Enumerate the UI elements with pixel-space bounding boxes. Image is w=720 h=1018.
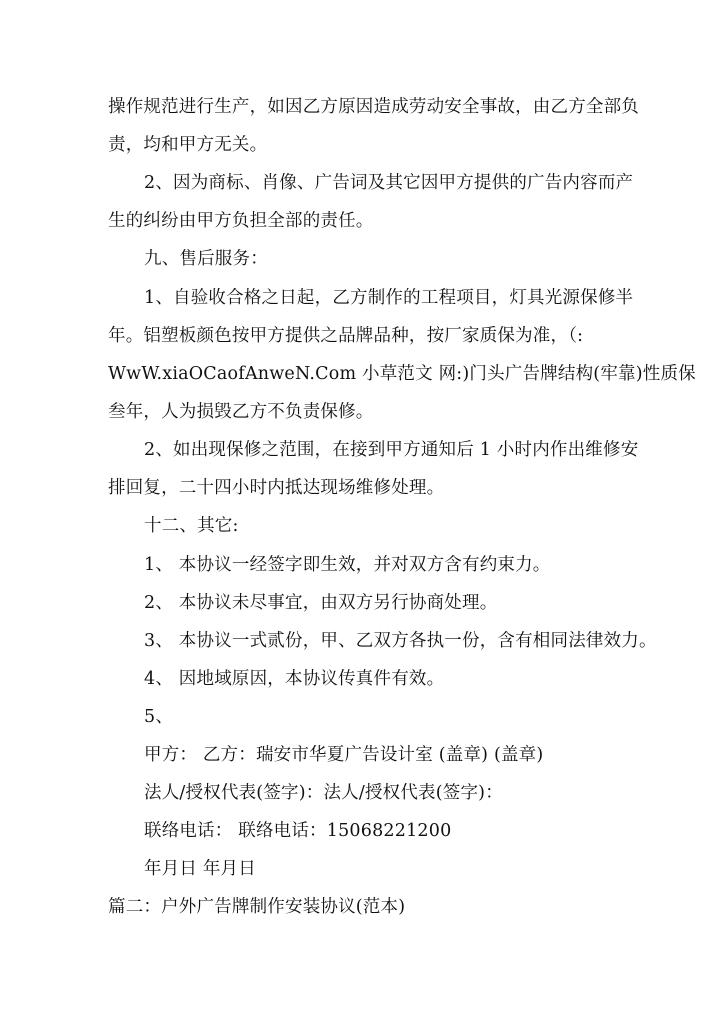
other-clause-5: 5、: [144, 707, 174, 727]
signature-parties: 甲方： 乙方：瑞安市华夏广告设计室 (盖章) (盖章): [144, 745, 544, 765]
other-clause-4: 4、 因地域原因，本协议传真件有效。: [144, 669, 445, 689]
section-heading-other: 十二、其它:: [144, 516, 239, 536]
signature-dates: 年月日 年月日: [144, 859, 256, 879]
other-clause-2: 2、 本协议未尽事宜，由双方另行协商处理。: [144, 593, 498, 613]
after-sales-clause-1-line-4: 叁年，人为损毁乙方不负责保修。: [108, 402, 374, 422]
after-sales-clause-2-line-1: 2、如出现保修之范围，在接到甲方通知后 1 小时内作出维修安: [144, 440, 639, 460]
after-sales-clause-1-line-1: 1、自验收合格之日起，乙方制作的工程项目，灯具光源保修半: [144, 288, 634, 308]
after-sales-clause-1-line-2: 年。铝塑板颜色按甲方提供之品牌品种，按厂家质保为准，（:: [108, 326, 584, 346]
after-sales-clause-1-line-3: WwW.xiaOCaofAnweN.Com 小草范文 网:)门头广告牌结构(牢靠)性质保: [108, 364, 696, 384]
signature-contact-phone: 联络电话： 联络电话：15068221200: [144, 821, 452, 841]
next-article-heading: 篇二：户外广告牌制作安装协议(范本): [108, 897, 406, 917]
other-clause-3: 3、 本协议一式贰份，甲、乙双方各执一份，含有相同法律效力。: [144, 631, 657, 651]
clause-2-liability-line-1: 2、因为商标、肖像、广告词及其它因甲方提供的广告内容而产: [144, 173, 634, 193]
after-sales-clause-2-line-2: 排回复，二十四小时内抵达现场维修处理。: [108, 478, 445, 498]
paragraph-safety-line-1: 操作规范进行生产，如因乙方原因造成劳动安全事故，由乙方全部负: [108, 97, 639, 117]
signature-legal-representatives: 法人/授权代表(签字)：法人/授权代表(签字)：: [144, 783, 503, 803]
other-clause-1: 1、 本协议一经签字即生效，并对双方含有约束力。: [144, 555, 551, 575]
section-heading-after-sales: 九、售后服务：: [144, 249, 268, 269]
paragraph-safety-line-2: 责，均和甲方无关。: [108, 135, 268, 155]
clause-2-liability-line-2: 生的纠纷由甲方负担全部的责任。: [108, 211, 374, 231]
